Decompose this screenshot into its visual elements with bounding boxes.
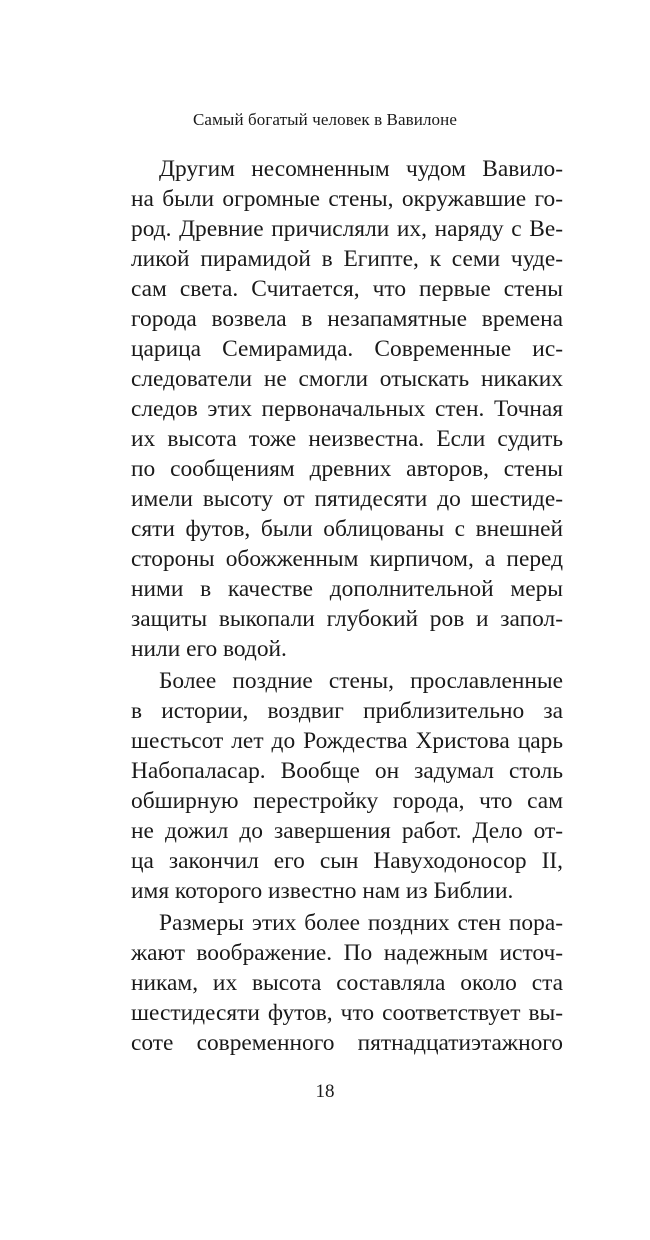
text-line: шестьсот лет до Рождества Христова царь <box>131 728 563 754</box>
text-line: соте современного пятнадцатиэтажного <box>131 1030 563 1056</box>
text-line: нили его водой. <box>131 636 287 662</box>
text-line: ликой пирамидой в Египте, к семи чуде- <box>131 246 563 272</box>
text-line: жают воображение. По надежным источ- <box>131 940 563 966</box>
text-line: города возвела в незапамятные времена <box>131 306 563 332</box>
text-line: Другим несомненным чудом Вавило- <box>159 156 563 182</box>
text-line: ними в качестве дополнительной меры <box>131 576 563 602</box>
text-line: стороны обожженным кирпичом, а перед <box>131 546 563 572</box>
text-line: имя которого известно нам из Библии. <box>131 878 514 904</box>
paragraph-3 <box>131 908 563 1058</box>
text-line: сам света. Считается, что первые стены <box>131 276 563 302</box>
text-line: шестидесяти футов, что соответствует вы- <box>131 1000 563 1026</box>
text-line: защиты выкопали глубокий ров и запол- <box>131 606 563 632</box>
text-line: Более поздние стены, прославленные <box>159 668 563 694</box>
text-line: никам, их высота составляла около ста <box>131 970 563 996</box>
text-line: царица Семирамида. Современные ис- <box>131 336 563 362</box>
text-line: на были огромные стены, окружавшие го- <box>131 186 563 212</box>
text-line: Набопаласар. Вообще он задумал столь <box>131 758 563 784</box>
text-line: следователи не смогли отыскать никаких <box>131 366 563 392</box>
text-line: обширную перестройку города, что сам <box>131 788 563 814</box>
text-line: следов этих первоначальных стен. Точная <box>131 396 563 422</box>
text-line: в истории, воздвиг приблизительно за <box>131 698 563 724</box>
page-body <box>131 154 563 1058</box>
page-number: 18 <box>315 1081 335 1102</box>
text-line: Размеры этих более поздних стен пора- <box>159 910 563 936</box>
paragraph-2 <box>131 666 563 906</box>
text-line: их высота тоже неизвестна. Если судить <box>131 426 563 452</box>
text-line: сяти футов, были облицованы с внешней <box>131 516 563 542</box>
text-line: имели высоту от пятидесяти до шестиде- <box>131 486 563 512</box>
paragraph-1 <box>131 154 563 664</box>
text-line: ца закончил его сын Навуходоносор II, <box>131 848 563 874</box>
text-line: род. Древние причисляли их, наряду с Ве- <box>131 216 563 242</box>
running-header-title: Самый богатый человек в Вавилоне <box>192 110 457 129</box>
text-line: не дожил до завершения работ. Дело от- <box>131 818 563 844</box>
text-line: по сообщениям древних авторов, стены <box>131 456 563 482</box>
